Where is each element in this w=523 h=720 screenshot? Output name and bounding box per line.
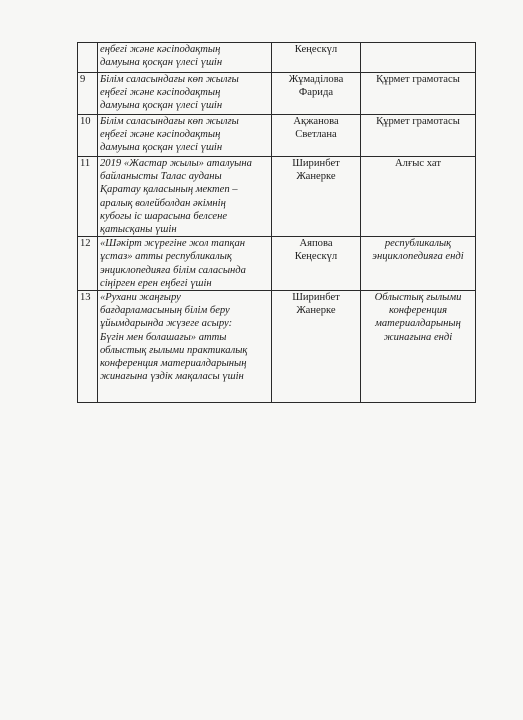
recipient-name-line: Жанерке: [296, 171, 336, 183]
row-number: [78, 43, 98, 73]
recipient-name-line: Светлана: [295, 129, 337, 141]
row-number: 11: [78, 157, 98, 237]
achievement-description-line: Қаратау қаласының мектеп –: [100, 184, 238, 196]
award-type-line: конференция: [388, 305, 448, 317]
achievement-description-line: еңбегі және кәсіподақтың: [100, 129, 221, 141]
row-number: 10: [78, 115, 98, 157]
recipient-name-line: Кеңескүл: [294, 44, 338, 55]
award-type-line: энциклопедияға енді: [372, 251, 464, 263]
achievement-description-line: Бүгін мен болашағы» атты: [100, 331, 227, 343]
achievement-description: [98, 157, 272, 237]
achievement-description-line: сіңірген ерен еңбегі үшін: [100, 277, 212, 289]
table-row: [78, 43, 476, 73]
award-type: [361, 115, 476, 157]
achievement-description-line: «Шәкірт жүрегіне жол тапқан: [100, 238, 246, 250]
award-type-line: жинағына енді: [383, 331, 453, 343]
achievement-description-line: конференция материалдарының: [100, 358, 247, 370]
award-type: [361, 291, 476, 403]
recipient-name-line: Кеңескүл: [294, 251, 338, 263]
achievement-description: [98, 291, 272, 403]
row-number: 12: [78, 237, 98, 291]
achievement-description: [98, 43, 272, 73]
table-row: [78, 115, 476, 157]
achievement-description-line: байланысты Талас ауданы: [100, 171, 222, 183]
row-number: 9: [78, 73, 98, 115]
awards-table-body: [78, 43, 476, 403]
recipient-name: [272, 291, 361, 403]
achievement-description-line: еңбегі және кәсіподақтың: [100, 87, 221, 99]
recipient-name-line: Аяпова: [299, 238, 333, 250]
achievement-description: [98, 73, 272, 115]
achievement-description-line: ұйымдарында жүзеге асыру:: [100, 318, 233, 330]
award-type-line: Облыстық ғылыми: [374, 292, 462, 304]
recipient-name: [272, 157, 361, 237]
award-type-line: Құрмет грамотасы: [376, 116, 460, 127]
table-row: [78, 157, 476, 237]
achievement-description-line: дамуына қосқан үлесі үшін: [100, 142, 223, 154]
recipient-name-line: Жұмаділова: [288, 74, 344, 85]
achievement-description-line: еңбегі және кәсіподақтың: [100, 44, 221, 55]
achievement-description-line: Білім саласындағы көп жылғы: [100, 74, 239, 85]
award-type-line: Құрмет грамотасы: [376, 74, 460, 85]
achievement-description-line: дамуына қосқан үлесі үшін: [100, 57, 223, 69]
recipient-name-line: Ширинбет: [292, 158, 340, 169]
recipient-name: [272, 73, 361, 115]
achievement-description-line: «Рухани жаңғыру: [100, 292, 181, 304]
award-type: [361, 157, 476, 237]
achievement-description: [98, 237, 272, 291]
awards-table: [77, 42, 476, 403]
achievement-description: [98, 115, 272, 157]
achievement-description-line: бағдарламасының білім беру: [100, 305, 230, 317]
award-type: [361, 73, 476, 115]
achievement-description-line: Білім саласындағы көп жылғы: [100, 116, 239, 127]
award-type: [361, 237, 476, 291]
achievement-description-line: 2019 «Жастар жылы» аталуына: [100, 158, 252, 169]
award-type-line: республикалық: [384, 238, 452, 250]
recipient-name-line: Жанерке: [296, 305, 336, 317]
recipient-name-line: Фарида: [298, 87, 334, 99]
achievement-description-line: жинағына үздік мақаласы үшін: [100, 371, 244, 383]
achievement-description-line: кубогы іс шарасына белсене: [100, 210, 228, 222]
table-row: [78, 237, 476, 291]
achievement-description-line: аралық волейболдан әкімнің: [100, 197, 226, 209]
achievement-description-line: ұстаз» атты республикалық: [100, 251, 232, 263]
recipient-name-line: Ақжанова: [293, 116, 339, 127]
recipient-name: [272, 237, 361, 291]
recipient-name: [272, 115, 361, 157]
award-type: [361, 43, 476, 73]
achievement-description-line: қатысқаны үшін: [100, 224, 177, 236]
achievement-description-line: энциклопедияға білім саласында: [100, 264, 246, 276]
table-row: [78, 291, 476, 403]
achievement-description-line: облыстық ғылыми практикалық: [100, 344, 248, 356]
award-type-line: материалдарының: [375, 318, 461, 330]
table-row: [78, 73, 476, 115]
recipient-name-line: Ширинбет: [292, 292, 340, 304]
award-type-line: Алғыс хат: [395, 158, 441, 169]
recipient-name: [272, 43, 361, 73]
achievement-description-line: дамуына қосқан үлесі үшін: [100, 100, 223, 112]
row-number: 13: [78, 291, 98, 403]
